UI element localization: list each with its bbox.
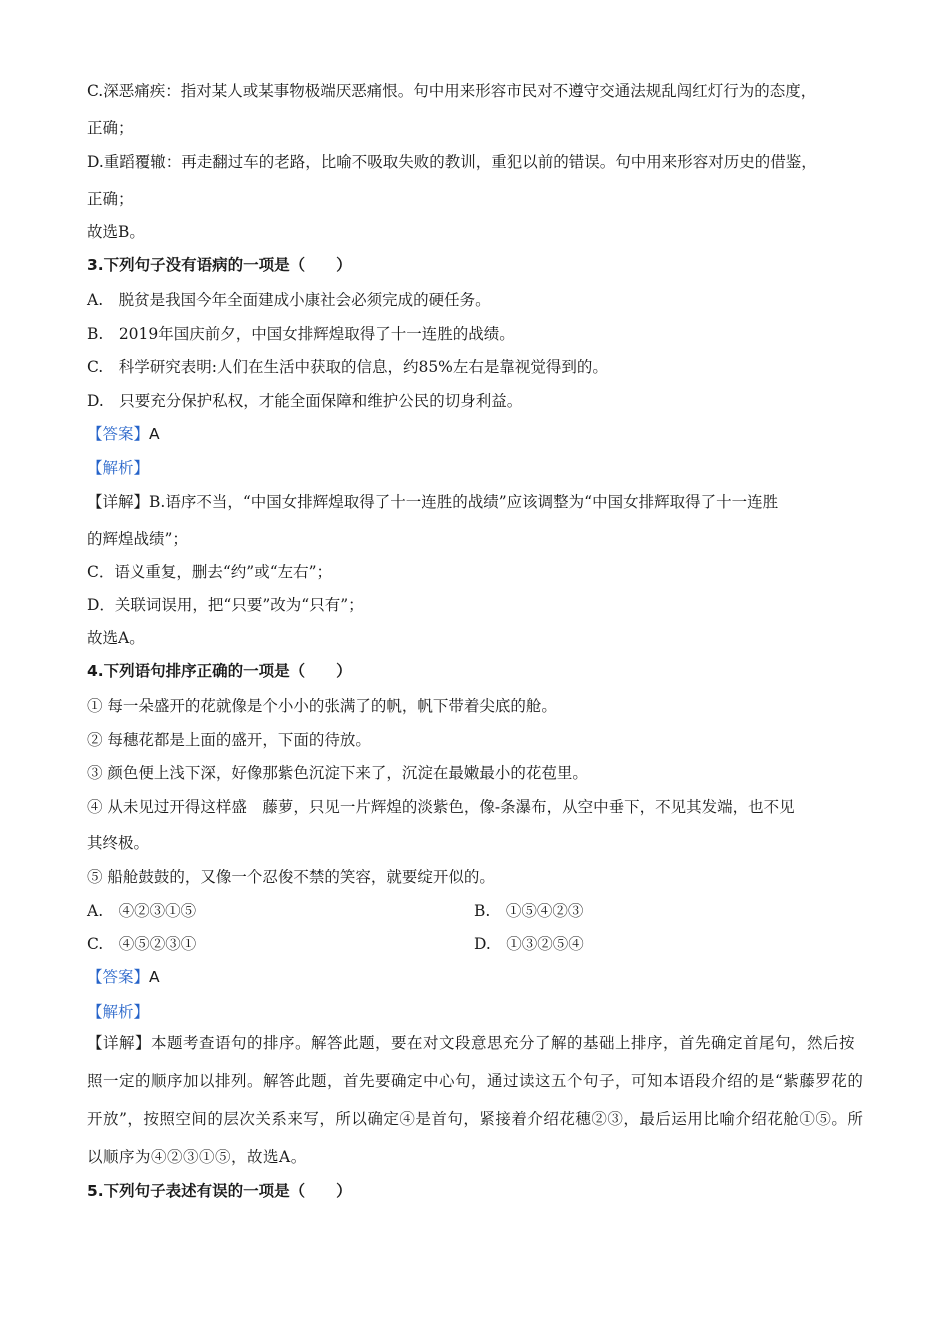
question-4-option-a: A. ④②③①⑤ — [87, 902, 197, 920]
question-4-sentence-5: ⑤ 船舱鼓鼓的，又像一个忍俊不禁的笑容，就要绽开似的。 — [87, 868, 495, 886]
explanation-d-line2: 正确； — [87, 190, 134, 208]
question-3-detail-line2: 的辉煌战绩”； — [87, 530, 188, 548]
question-3-detail-c: C．语义重复，删去“约”或“左右”； — [87, 563, 333, 581]
question-5-stem: 5.下列句子表述有误的一项是（ ） — [87, 1182, 352, 1200]
question-4-sentence-2: ② 每穗花都是上面的盛开，下面的待放。 — [87, 731, 371, 749]
question-4-answer — [87, 966, 160, 988]
question-4-option-c: C. ④⑤②③① — [87, 935, 197, 953]
question-4-stem: 4.下列语句排序正确的一项是（ ） — [87, 662, 352, 680]
answer-value: A — [149, 968, 160, 986]
question-3-option-b: B. 2019年国庆前夕，中国女排辉煌取得了十一连胜的战绩。 — [87, 325, 515, 343]
question-3-conclusion: 故选A。 — [87, 629, 145, 647]
answer-tag: 【答案】 — [87, 425, 150, 443]
explanation-conclusion: 故选B。 — [87, 223, 145, 241]
question-4-sentence-4-cont: 其终极。 — [87, 834, 150, 852]
explanation-c-line1: C.深恶痛疾：指对某人或某事物极端厌恶痛恨。句中用来形容市民对不遵守交通法规乱闯红灯行为的态度， — [87, 82, 817, 100]
question-4-option-b: B. ①⑤④②③ — [474, 902, 584, 920]
question-4-detail-paragraph: 【详解】本题考查语句的排序。解答此题，要在对文段意思充分了解的基础上排序，首先确定首尾句，然后按照一定的顺序加以排列。解答此题，首先要确定中心句，通过读这五个句子，可知本语段介绍的是“紫藤罗花的开放”，按照空间的层次关系来写，所以确定④是首句，紧接着介绍花穗②③，最后运用比喻介绍花舱①⑤。所以顺序为④②③①⑤，故选A。 — [87, 1034, 864, 1166]
question-4-sentence-1: ① 每一朵盛开的花就像是个小小的张满了的帆，帆下带着尖底的舱。 — [87, 697, 557, 715]
question-4-sentence-4: ④ 从未见过开得这样盛 藤萝，只见一片辉煌的淡紫色，像-条瀑布，从空中垂下，不见其发端，也不见 — [87, 798, 795, 816]
question-3-answer — [87, 423, 160, 445]
question-3-option-a: A. 脱贫是我国今年全面建成小康社会必须完成的硬任务。 — [87, 291, 491, 309]
question-4-sentence-3: ③ 颜色便上浅下深，好像那紫色沉淀下来了，沉淀在最嫩最小的花苞里。 — [87, 764, 588, 782]
question-3-stem: 3.下列句子没有语病的一项是（ ） — [87, 256, 352, 274]
answer-value: A — [149, 425, 160, 443]
explanation-d-line1: D.重蹈覆辙：再走翻过车的老路，比喻不吸取失败的教训，重犯以前的错误。句中用来形容对历史的借鉴， — [87, 153, 817, 171]
analysis-tag: 【解析】 — [87, 459, 150, 477]
question-3-option-c: C. 科学研究表明:人们在生活中获取的信息，约85%左右是靠视觉得到的。 — [87, 358, 608, 376]
explanation-c-line2: 正确； — [87, 119, 134, 137]
question-3-detail-line1: 【详解】B.语序不当，“中国女排辉煌取得了十一连胜的战绩”应该调整为“中国女排辉取得了十一连胜 — [87, 493, 779, 511]
question-4-option-d: D. ①③②⑤④ — [474, 935, 584, 953]
question-3-detail-d: D．关联词误用，把“只要”改为“只有”； — [87, 596, 364, 614]
answer-tag: 【答案】 — [87, 968, 150, 986]
question-3-option-d: D. 只要充分保护私权，才能全面保障和维护公民的切身利益。 — [87, 392, 523, 410]
analysis-tag: 【解析】 — [87, 1003, 150, 1021]
